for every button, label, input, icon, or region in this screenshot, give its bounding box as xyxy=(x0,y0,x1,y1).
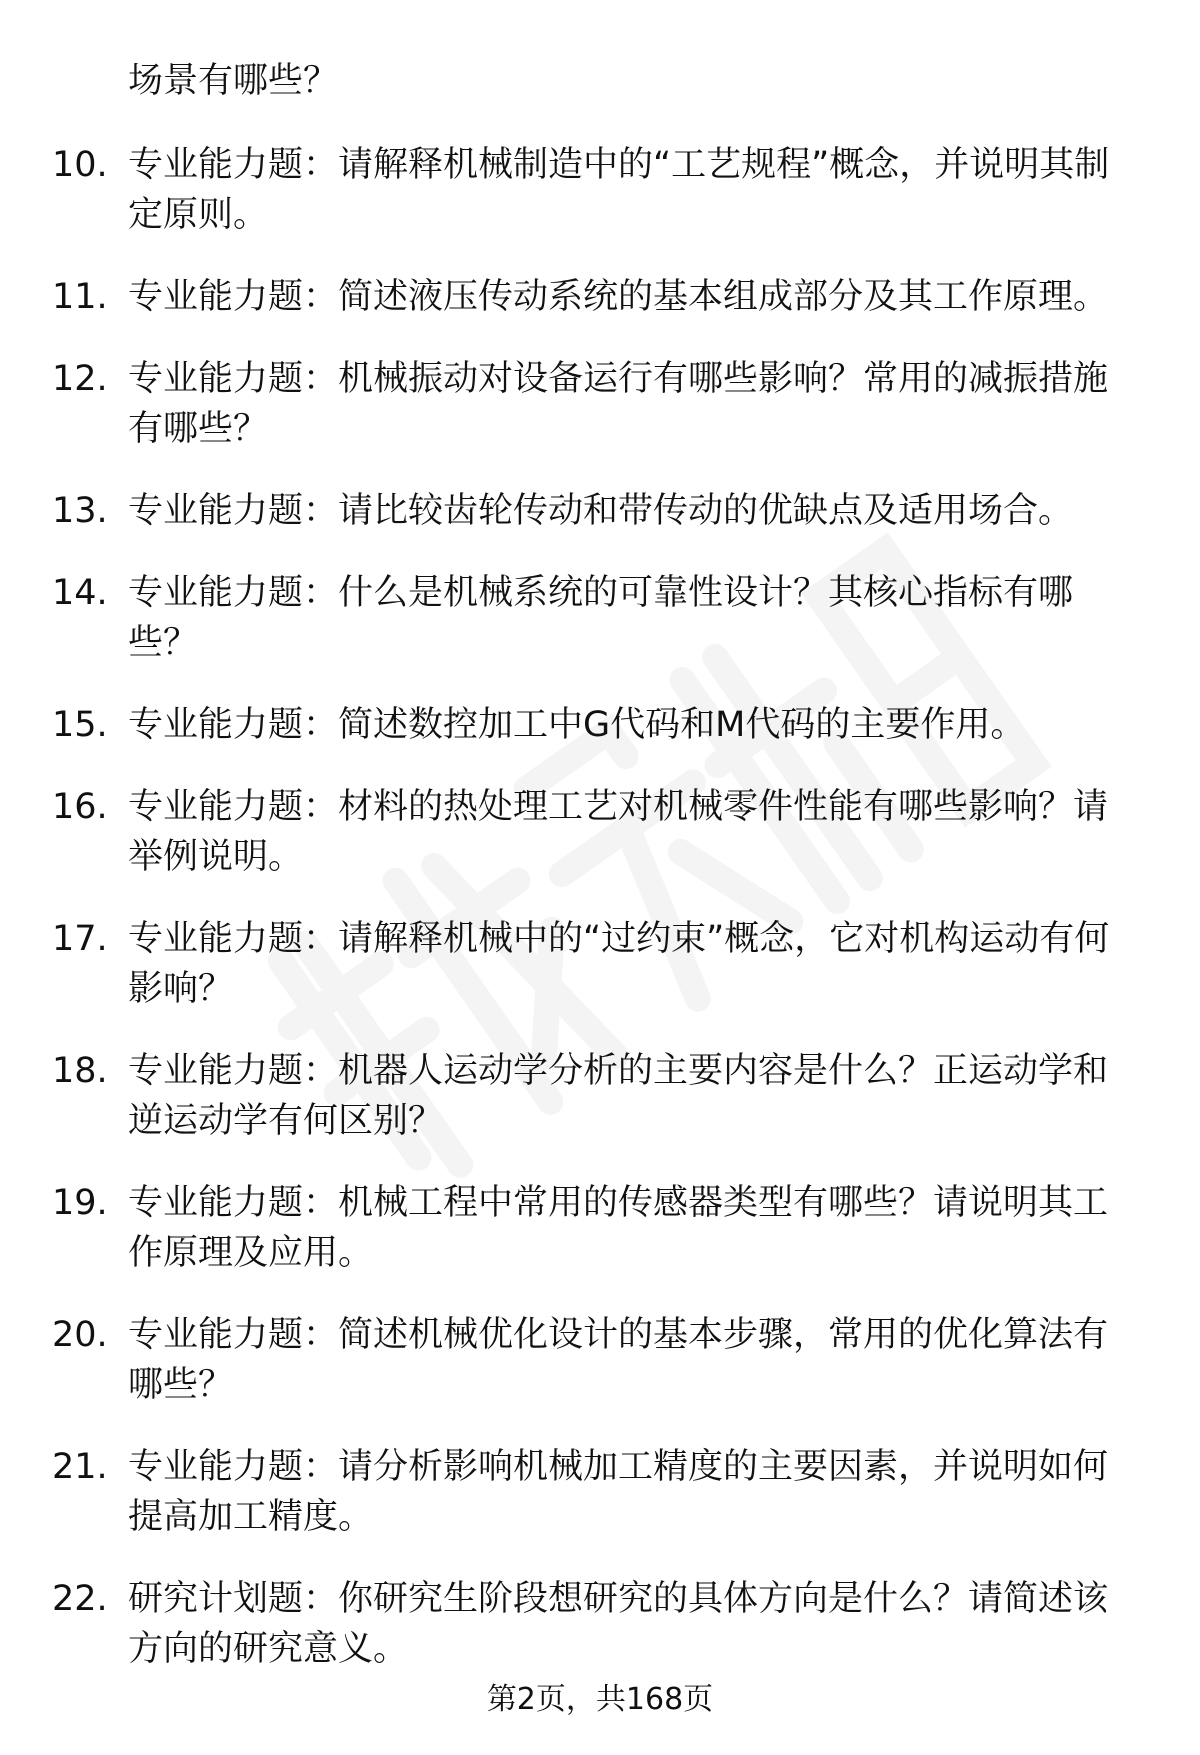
question-number: 16. xyxy=(52,787,108,827)
continued-question-text: 场景有哪些？ xyxy=(128,61,339,101)
question-number: 17. xyxy=(52,919,108,959)
question-text: 专业能力题：机械工程中常用的传感器类型有哪些？请说明其工作原理及应用。 xyxy=(128,1183,1109,1273)
page-footer: 第2页，共168页 xyxy=(486,1682,714,1717)
question-number: 15. xyxy=(52,705,108,745)
question-list xyxy=(0,140,1200,1706)
question-item xyxy=(0,486,1138,536)
question-number: 11. xyxy=(52,277,108,317)
question-item xyxy=(0,1310,1138,1410)
question-item xyxy=(0,1178,1138,1278)
question-number: 19. xyxy=(52,1183,108,1223)
question-item xyxy=(0,700,1138,750)
question-number: 18. xyxy=(52,1051,108,1091)
question-text: 专业能力题：机械振动对设备运行有哪些影响？常用的减振措施有哪些？ xyxy=(128,359,1109,449)
question-number: 12. xyxy=(52,359,108,399)
question-text: 专业能力题：请解释机械制造中的“工艺规程”概念，并说明其制定原则。 xyxy=(128,145,1110,235)
question-number: 21. xyxy=(52,1447,108,1487)
question-item xyxy=(0,1574,1138,1674)
question-text: 专业能力题：机器人运动学分析的主要内容是什么？正运动学和逆运动学有何区别？ xyxy=(128,1051,1109,1141)
question-text: 专业能力题：简述液压传动系统的基本组成部分及其工作原理。 xyxy=(128,277,1109,317)
question-text: 专业能力题：材料的热处理工艺对机械零件性能有哪些影响？请举例说明。 xyxy=(128,787,1109,877)
question-text: 研究计划题：你研究生阶段想研究的具体方向是什么？请简述该方向的研究意义。 xyxy=(128,1579,1109,1669)
question-text: 专业能力题：请分析影响机械加工精度的主要因素，并说明如何提高加工精度。 xyxy=(128,1447,1109,1537)
question-item xyxy=(0,140,1138,240)
question-text: 专业能力题：什么是机械系统的可靠性设计？其核心指标有哪些？ xyxy=(128,573,1074,663)
question-item xyxy=(0,354,1138,454)
question-number: 20. xyxy=(52,1315,108,1355)
question-number: 14. xyxy=(52,573,108,613)
question-item xyxy=(0,272,1138,322)
question-item xyxy=(0,914,1138,1014)
question-item xyxy=(0,782,1138,882)
question-text: 专业能力题：简述数控加工中G代码和M代码的主要作用。 xyxy=(128,705,1026,745)
question-text: 专业能力题：简述机械优化设计的基本步骤，常用的优化算法有哪些？ xyxy=(128,1315,1109,1405)
question-item xyxy=(0,568,1138,668)
question-text: 专业能力题：请比较齿轮传动和带传动的优缺点及适用场合。 xyxy=(128,491,1074,531)
question-number: 13. xyxy=(52,491,108,531)
question-item xyxy=(0,1046,1138,1146)
question-number: 22. xyxy=(52,1579,108,1619)
question-item xyxy=(0,1442,1138,1542)
question-number: 10. xyxy=(52,145,108,185)
question-text: 专业能力题：请解释机械中的“过约束”概念，它对机构运动有何影响？ xyxy=(128,919,1110,1009)
